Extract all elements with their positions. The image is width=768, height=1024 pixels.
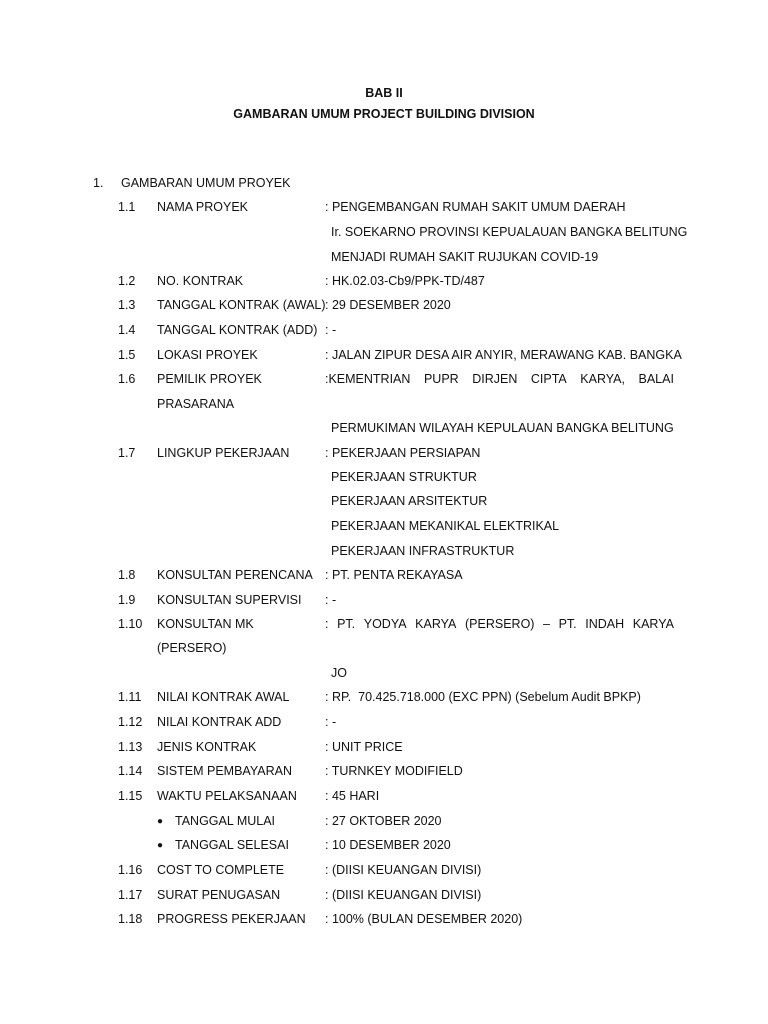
- item-label: NAMA PROYEK: [157, 200, 248, 214]
- row-konsultan-mk-cont: [0, 666, 768, 686]
- value-word: KARYA: [632, 617, 674, 631]
- item-label: TANGGAL KONTRAK (AWAL): [157, 298, 326, 312]
- item-label: LINGKUP PEKERJAAN: [157, 446, 290, 460]
- item-value: : RP. 70.425.718.000 (EXC PPN) (Sebelum Audit BPKP): [325, 690, 641, 704]
- item-value-wrap: PRASARANA: [157, 397, 235, 411]
- row-surat-penugasan: [0, 888, 768, 908]
- document-title: GAMBARAN UMUM PROJECT BUILDING DIVISION: [233, 107, 535, 121]
- item-value: : PEKERJAAN PERSIAPAN: [325, 446, 481, 460]
- row-nama-proyek-cont-1: [0, 225, 768, 245]
- item-number: 1.17: [118, 888, 143, 902]
- row-konsultan-perencana: [0, 568, 768, 588]
- item-value-cont: Ir. SOEKARNO PROVINSI KEPUALAUAN BANGKA BELITUNG: [331, 225, 688, 239]
- item-number: 1.9: [118, 593, 136, 607]
- item-label: PROGRESS PEKERJAAN: [157, 912, 306, 926]
- item-label: KONSULTAN PERENCANA: [157, 568, 313, 582]
- item-value: : (DIISI KEUANGAN DIVISI): [325, 863, 482, 877]
- row-konsultan-mk-wrap: [0, 641, 768, 661]
- value-word: –: [543, 617, 550, 631]
- item-label: SISTEM PEMBAYARAN: [157, 764, 292, 778]
- row-nama-proyek: [0, 200, 768, 220]
- item-label: NILAI KONTRAK AWAL: [157, 690, 290, 704]
- value-word: PT.: [337, 617, 356, 631]
- row-lingkup-list: [0, 519, 768, 539]
- item-label: JENIS KONTRAK: [157, 740, 257, 754]
- item-number: 1.6: [118, 372, 136, 386]
- row-nilai-kontrak-awal: [0, 690, 768, 710]
- item-label: NILAI KONTRAK ADD: [157, 715, 282, 729]
- row-progress-pekerjaan: [0, 912, 768, 932]
- row-sistem-pembayaran: [0, 764, 768, 784]
- item-number: 1.7: [118, 446, 136, 460]
- item-value-justified: [325, 372, 674, 386]
- value-word: CIPTA: [530, 372, 567, 386]
- row-tanggal-selesai: [0, 838, 768, 858]
- item-label: NO. KONTRAK: [157, 274, 244, 288]
- item-number: 1.12: [118, 715, 143, 729]
- value-word: KARYA: [415, 617, 457, 631]
- row-cost-to-complete: [0, 863, 768, 883]
- value-word: YODYA: [363, 617, 407, 631]
- row-tanggal-awal: [0, 298, 768, 318]
- item-number: 1.2: [118, 274, 136, 288]
- scope-item: PEKERJAAN STRUKTUR: [331, 470, 477, 484]
- item-number: 1.14: [118, 764, 143, 778]
- value-word: PT.: [558, 617, 577, 631]
- row-tanggal-mulai: [0, 814, 768, 834]
- item-number: 1.1: [118, 200, 136, 214]
- bullet-icon: ●: [157, 840, 164, 851]
- bullet-icon: ●: [157, 816, 164, 827]
- row-nama-proyek-cont-2: [0, 250, 768, 270]
- row-lokasi: [0, 348, 768, 368]
- item-value-wrap: (PERSERO): [157, 641, 227, 655]
- item-value-cont: JO: [331, 666, 347, 680]
- row-konsultan-supervisi: [0, 593, 768, 613]
- row-waktu-pelaksanaan: [0, 789, 768, 809]
- item-value: : 45 HARI: [325, 789, 380, 803]
- item-value: : 29 DESEMBER 2020: [325, 298, 451, 312]
- item-label: TANGGAL SELESAI: [175, 838, 289, 852]
- item-value: : PT. PENTA REKAYASA: [325, 568, 463, 582]
- item-value: : 10 DESEMBER 2020: [325, 838, 451, 852]
- row-no-kontrak: [0, 274, 768, 294]
- item-number: 1.15: [118, 789, 143, 803]
- value-word: (PERSERO): [465, 617, 535, 631]
- item-number: 1.16: [118, 863, 143, 877]
- item-number: 1.4: [118, 323, 136, 337]
- item-label: SURAT PENUGASAN: [157, 888, 281, 902]
- row-nilai-kontrak-add: [0, 715, 768, 735]
- item-value: : HK.02.03-Cb9/PPK-TD/487: [325, 274, 485, 288]
- item-value: : (DIISI KEUANGAN DIVISI): [325, 888, 482, 902]
- value-word: :KEMENTRIAN: [325, 372, 411, 386]
- item-label: PEMILIK PROYEK: [157, 372, 262, 386]
- scope-item: PEKERJAAN ARSITEKTUR: [331, 494, 488, 508]
- item-number: 1.18: [118, 912, 143, 926]
- value-word: :: [325, 617, 329, 631]
- item-value: : -: [325, 593, 337, 607]
- row-jenis-kontrak: [0, 740, 768, 760]
- item-value: : -: [325, 323, 337, 337]
- section-number: 1.: [93, 176, 104, 190]
- row-pemilik-cont: [0, 421, 768, 441]
- row-lingkup-list: [0, 470, 768, 490]
- row-lingkup-list: [0, 494, 768, 514]
- value-word: INDAH: [585, 617, 625, 631]
- item-number: 1.11: [118, 690, 142, 704]
- item-value-cont: PERMUKIMAN WILAYAH KEPULAUAN BANGKA BELITUNG: [331, 421, 674, 435]
- scope-item: PEKERJAAN MEKANIKAL ELEKTRIKAL: [331, 519, 560, 533]
- item-label: TANGGAL MULAI: [175, 814, 276, 828]
- scope-item: PEKERJAAN INFRASTRUKTUR: [331, 544, 515, 558]
- row-lingkup-list: [0, 544, 768, 564]
- value-word: KARYA,: [580, 372, 625, 386]
- item-value: : -: [325, 715, 337, 729]
- item-label: TANGGAL KONTRAK (ADD): [157, 323, 318, 337]
- item-number: 1.3: [118, 298, 136, 312]
- row-pemilik-wrap: [0, 397, 768, 417]
- item-number: 1.8: [118, 568, 136, 582]
- section-title: GAMBARAN UMUM PROYEK: [121, 176, 291, 190]
- item-number: 1.10: [118, 617, 143, 631]
- item-value: : PENGEMBANGAN RUMAH SAKIT UMUM DAERAH: [325, 200, 626, 214]
- item-label: LOKASI PROYEK: [157, 348, 258, 362]
- chapter-heading: BAB II: [365, 86, 403, 100]
- row-tanggal-add: [0, 323, 768, 343]
- value-word: PUPR: [423, 372, 459, 386]
- item-label: KONSULTAN MK: [157, 617, 254, 631]
- item-label: KONSULTAN SUPERVISI: [157, 593, 302, 607]
- row-pemilik: [0, 372, 768, 392]
- item-value: : 100% (BULAN DESEMBER 2020): [325, 912, 523, 926]
- item-label: COST TO COMPLETE: [157, 863, 285, 877]
- item-value: : 27 OKTOBER 2020: [325, 814, 442, 828]
- item-label: WAKTU PELAKSANAAN: [157, 789, 297, 803]
- item-value: : UNIT PRICE: [325, 740, 403, 754]
- item-value: : JALAN ZIPUR DESA AIR ANYIR, MERAWANG KAB. BANGKA: [325, 348, 682, 362]
- item-number: 1.13: [118, 740, 143, 754]
- value-word: DIRJEN: [472, 372, 518, 386]
- item-value-cont: MENJADI RUMAH SAKIT RUJUKAN COVID-19: [331, 250, 599, 264]
- item-value-justified: [325, 617, 674, 631]
- value-word: BALAI: [638, 372, 674, 386]
- item-value: : TURNKEY MODIFIELD: [325, 764, 463, 778]
- row-konsultan-mk: [0, 617, 768, 637]
- item-number: 1.5: [118, 348, 136, 362]
- row-lingkup: [0, 446, 768, 466]
